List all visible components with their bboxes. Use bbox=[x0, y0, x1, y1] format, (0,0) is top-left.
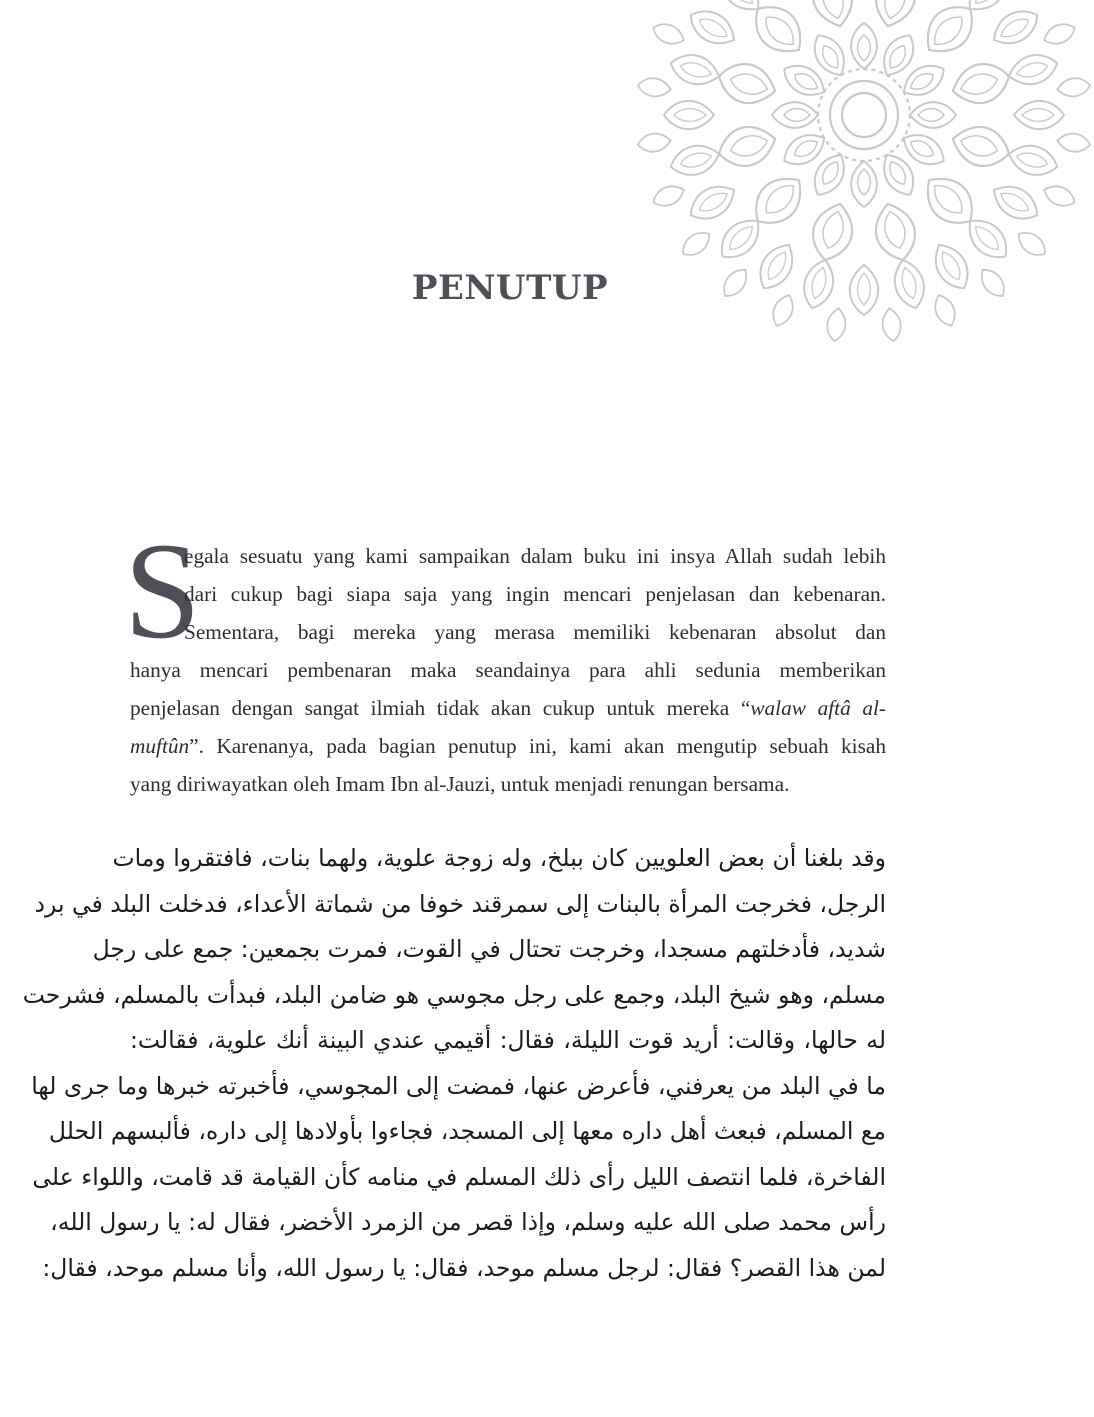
arabic-line: ما في البلد من يعرفني، فأعرض عنها، فمضت إلى المجوسي، فأخبرته خبرها وما جرى لها bbox=[31, 1071, 886, 1100]
mandala-petal bbox=[784, 109, 810, 122]
arabic-line: الفاخرة، فلما انتصف الليل رأى ذلك المسلم في منامه كأن القيامة قد قامت، واللواء على bbox=[32, 1162, 886, 1191]
mandala-petal bbox=[851, 161, 877, 207]
mandala-petal bbox=[1005, 140, 1061, 180]
mandala-petal bbox=[851, 23, 877, 69]
drop-cap: S bbox=[124, 514, 201, 667]
mandala-petal bbox=[1005, 50, 1061, 90]
mandala-petal bbox=[958, 132, 1000, 160]
mandala-petal bbox=[778, 127, 831, 172]
intro-line: Sementara, bagi mereka yang merasa memiliki kebenaran absolut dan bbox=[184, 620, 886, 644]
mandala-petal bbox=[948, 120, 1014, 172]
arabic-line: مسلم، وهو شيخ البلد، وجمع على رجل مجوسي هو ضامن البلد، فبدأت بالمسلم، فشرحت bbox=[22, 980, 886, 1009]
mandala-petal bbox=[1056, 76, 1091, 98]
arabic-quote bbox=[22, 836, 886, 1291]
intro-line: hanya mencari pembenaran maka seandainya para ahli sedunia memberikan bbox=[130, 658, 886, 682]
intro-line bbox=[130, 689, 886, 727]
mandala-petal bbox=[807, 29, 852, 82]
mandala-petal bbox=[725, 222, 757, 254]
mandala-petal bbox=[678, 227, 715, 261]
mandala-petal bbox=[987, 3, 1044, 52]
arabic-line: الرجل، فخرجت المرأة بالبنات إلى سمرقند خوفا من شماتة الأعداء، فدخلت البلد في برد bbox=[34, 889, 886, 918]
mandala-petal bbox=[971, 222, 1003, 254]
arabic-line: لمن هذا القصر؟ فقال: لرجل مسلم موحد، فقال: يا رسول الله، وأنا مسلم موحد، فقال: bbox=[42, 1253, 886, 1282]
mandala-petal bbox=[918, 109, 944, 122]
arabic-line: رأس محمد صلى الله عليه وسلم، وإذا قصر من الزمرد الأخضر، فقال له: يا رسول الله، bbox=[50, 1208, 886, 1236]
mandala-petal bbox=[674, 109, 706, 122]
mandala-petal bbox=[1015, 60, 1049, 81]
mandala-petal bbox=[876, 148, 921, 201]
mandala-petal bbox=[948, 58, 1014, 110]
intro-paragraph bbox=[130, 537, 886, 803]
mandala-petal bbox=[987, 178, 1044, 227]
mandala-petal bbox=[960, 211, 1015, 266]
mandala-petal bbox=[637, 132, 672, 154]
mandala-petal bbox=[1056, 132, 1091, 154]
arabic-line: شديد، فأدخلتهم مسجدا، وخرجت تحتال في القوت، فمرت بجمعين: جمع على رجل bbox=[92, 935, 886, 963]
intro-line bbox=[130, 727, 886, 765]
quote-italic: muftûn bbox=[130, 734, 190, 758]
quote-italic: walaw aftâ al- bbox=[750, 696, 886, 720]
mandala-petal bbox=[825, 307, 847, 342]
mandala-petal bbox=[915, 166, 983, 234]
mandala-petal bbox=[667, 50, 723, 90]
mandala-petal bbox=[1041, 19, 1078, 48]
arabic-line: مع المسلم، فبعث أهل داره معها إلى المسجد، فجاءوا بأولادها إلى داره، فألبسهم الحلل bbox=[48, 1117, 886, 1145]
intro-line: dari cukup bagi siapa saja yang ingin mencari penjelasan dan kebenaran. bbox=[184, 582, 886, 606]
page-title: PENUTUP bbox=[411, 268, 609, 308]
mandala-petal bbox=[650, 181, 687, 210]
mandala-petal bbox=[1041, 181, 1078, 210]
mandala-petal bbox=[772, 102, 818, 128]
arabic-line: وقد بلغنا أن بعض العلويين كان ببلخ، وله زوجة علوية، ولهما بنات، فافتقروا ومات bbox=[112, 844, 886, 872]
mandala-petal bbox=[650, 19, 687, 48]
mandala-petal bbox=[881, 209, 909, 251]
mandala-petal bbox=[679, 60, 713, 81]
mandala-petal bbox=[728, 132, 770, 160]
intro-line: yang diriwayatkan oleh Imam Ibn al-Jauzi, untuk menjadi renungan bersama. bbox=[130, 772, 790, 796]
mandala-petal bbox=[858, 169, 871, 195]
mandala-petal bbox=[910, 102, 956, 128]
mandala-petal bbox=[869, 199, 921, 265]
mandala-petal bbox=[678, 0, 715, 3]
mandala-petal bbox=[958, 70, 1000, 98]
mandala-petal bbox=[684, 178, 741, 227]
mandala-petal bbox=[714, 120, 780, 172]
intro-line: egala sesuatu yang kami sampaikan dalam buku ini insya Allah sudah lebih bbox=[184, 544, 886, 568]
mandala-petal bbox=[858, 35, 871, 61]
mandala-petal bbox=[679, 150, 713, 171]
mandala-petal bbox=[714, 58, 780, 110]
mandala-petal bbox=[744, 166, 812, 234]
intro-line-text: ”. Karenanya, pada bagian penutup ini, kami akan mengutip sebuah kisah bbox=[189, 734, 886, 758]
intro-line-text: penjelasan dengan sangat ilmiah tidak akan cukup untuk mereka “ bbox=[130, 696, 751, 720]
mandala-petal bbox=[684, 3, 741, 52]
arabic-line: له حالها، وقالت: أريد قوت الليلة، فقال: أقيمي عندي البينة أنك علوية، فقالت: bbox=[130, 1026, 886, 1054]
mandala-petal bbox=[897, 58, 950, 103]
mandala-petal bbox=[728, 70, 770, 98]
mandala-petal bbox=[637, 76, 672, 98]
mandala-petal bbox=[819, 209, 847, 251]
mandala-petal bbox=[1022, 109, 1054, 122]
mandala-petal bbox=[807, 199, 859, 265]
mandala-petal bbox=[881, 307, 903, 342]
mandala-petal bbox=[1015, 150, 1049, 171]
mandala-petal bbox=[713, 211, 768, 266]
mandala-petal bbox=[667, 140, 723, 180]
mandala-petal bbox=[1013, 0, 1050, 3]
mandala-petal bbox=[1013, 227, 1050, 261]
